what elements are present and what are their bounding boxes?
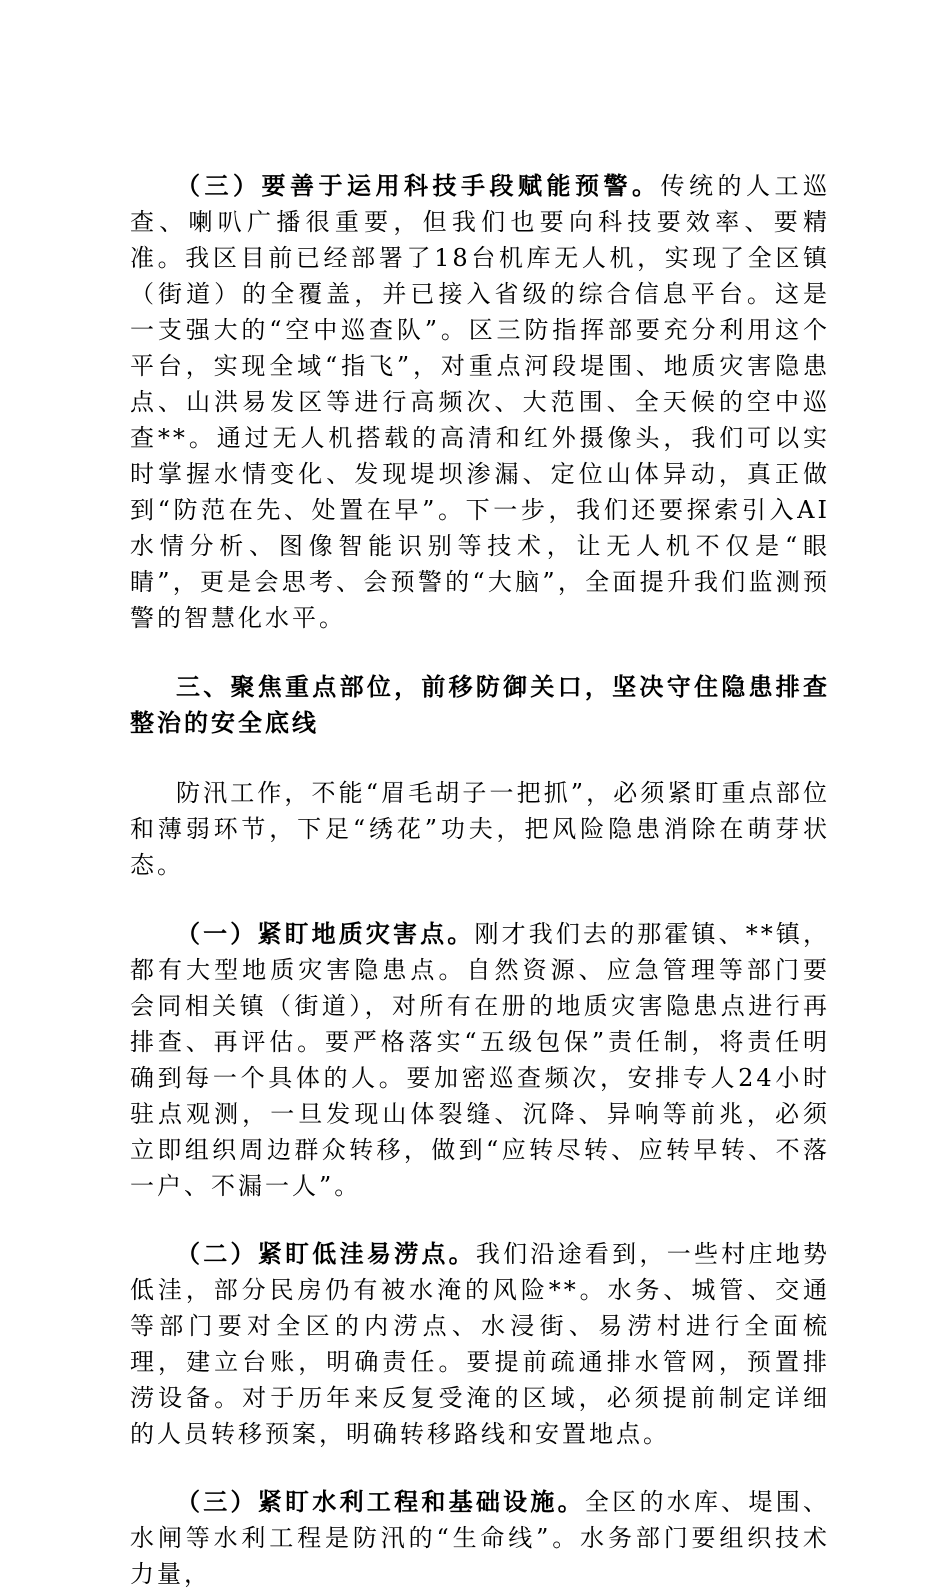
paragraph-body: 传统的人工巡查、喇叭广播很重要，但我们也要向科技要效率、要精准。我区目前已经部署了18台机库无人机，实现了全区镇（街道）的全覆盖，并已接入省级的综合信息平台。这是一支强大的“空中巡查队”。区三防指挥部要充分利用这个平台，实现全域“指飞”，对重点河段堤围、地质灾害隐患点、山洪易发区等进行高频次、大范围、全天候的空中巡查**。通过无人机搭载的高清和红外摄像头，我们可以实时掌握水情变化、发现堤坝渗漏、定位山体异动，真正做到“防范在先、处置在早”。下一步，我们还要探索引入AI水情分析、图像智能识别等技术，让无人机不仅是“眼睛”，更是会思考、会预警的“大脑”，全面提升我们监测预警的智慧化水平。 <box>130 172 830 632</box>
paragraph-lead: （三）要善于运用科技手段赋能预警。 <box>176 171 661 200</box>
paragraph-lead: （一）紧盯地质灾害点。 <box>176 919 475 948</box>
paragraph-body: 全区的水库、堤围、水闸等水利工程是防汛的“生命线”。水务部门要组织技术力量， <box>130 1488 831 1588</box>
paragraph-tech-early-warning <box>130 168 830 636</box>
document-page <box>130 168 830 1592</box>
paragraph-body: 刚才我们去的那霍镇、**镇，都有大型地质灾害隐患点。自然资源、应急管理等部门要会同相关镇（街道），对所有在册的地质灾害隐患点进行再排查、再评估。要严格落实“五级包保”责任制，将责任明确到每一个具体的人。要加密巡查频次，安排专人24小时驻点观测，一旦发现山体裂缝、沉降、异响等前兆，必须立即组织周边群众转移，做到“应转尽转、应转早转、不落一户、不漏一人”。 <box>130 920 831 1200</box>
paragraph-water-infrastructure <box>130 1484 830 1592</box>
paragraph-low-lying-areas <box>130 1236 830 1452</box>
paragraph-lead: （三）紧盯水利工程和基础设施。 <box>176 1487 585 1516</box>
paragraph-geologic-hazards <box>130 916 830 1204</box>
paragraph-section-intro: 防汛工作，不能“眉毛胡子一把抓”，必须紧盯重点部位和薄弱环节，下足“绣花”功夫，把风险隐患消除在萌芽状态。 <box>130 779 830 879</box>
section-heading-three: 三、聚焦重点部位，前移防御关口，坚决守住隐患排查整治的安全底线 <box>130 672 830 737</box>
paragraph-body: 我们沿途看到，一些村庄地势低洼，部分民房仍有被水淹的风险**。水务、城管、交通等部门要对全区的内涝点、水浸街、易涝村进行全面梳理，建立台账，明确责任。要提前疏通排水管网，预置排涝设备。对于历年来反复受淹的区域，必须提前制定详细的人员转移预案，明确转移路线和安置地点。 <box>130 1240 831 1448</box>
paragraph-lead: （二）紧盯低洼易涝点。 <box>176 1239 476 1268</box>
